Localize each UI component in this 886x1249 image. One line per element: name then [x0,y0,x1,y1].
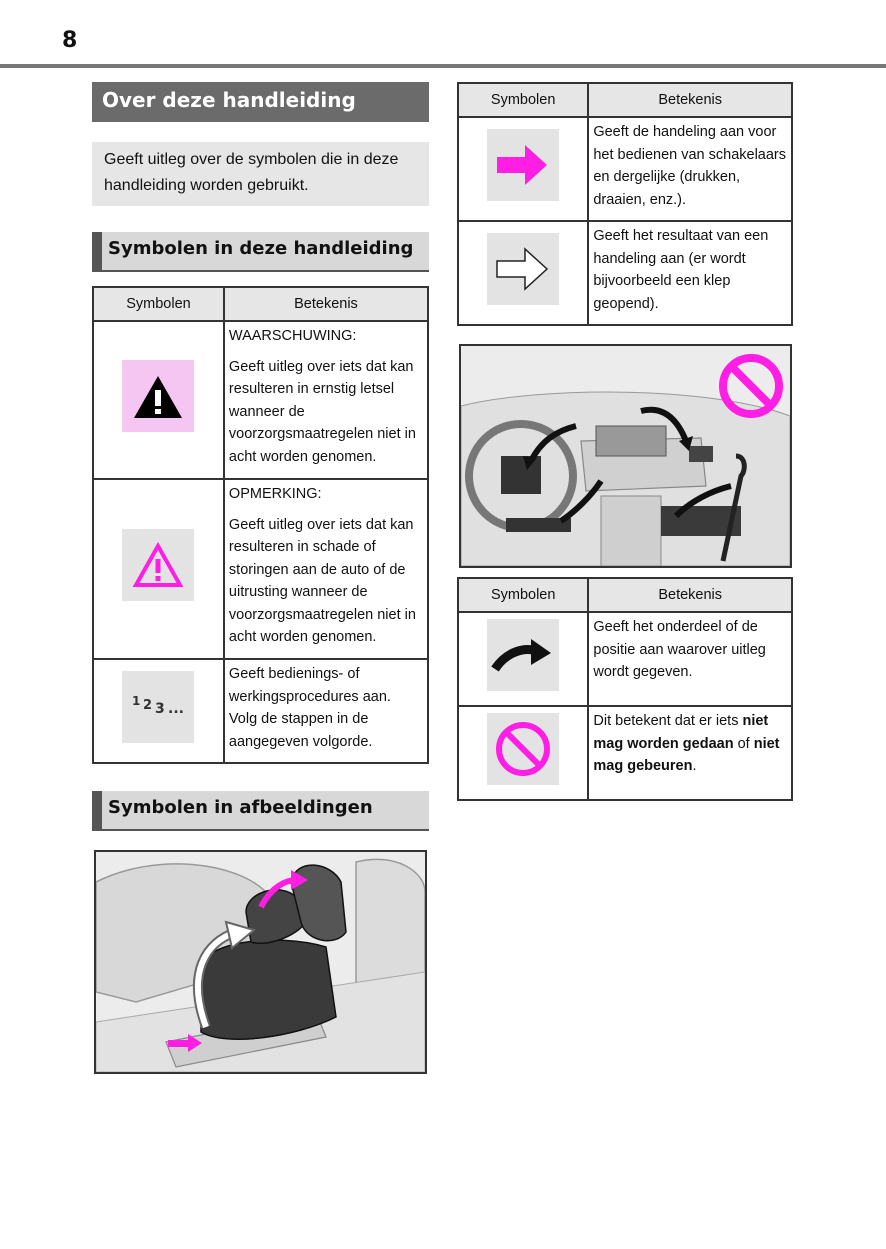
symbols-table-manual [92,286,429,764]
notice-icon-cell [93,479,224,659]
intro-text: Geeft uitleg over de symbolen die in deze handleiding worden gebruikt. [92,142,429,206]
warning-icon-cell [93,321,224,479]
warning-title: WAARSCHUWING: [228,328,357,344]
header-symbols: Symbolen [458,578,588,612]
prohibited-icon [487,713,559,785]
warning-triangle-icon [122,360,194,432]
steps-icon [122,671,194,743]
prohibited-text-2: of [733,735,754,752]
pointer-arrow-icon [487,619,559,691]
prohibited-text-1: Dit betekent dat er iets [593,713,743,729]
subhead-symbols-manual: Symbolen in deze handleiding [92,232,429,272]
svg-text:3: 3 [155,701,166,718]
prohibited-bold-2: niet mag gebeuren [593,735,780,774]
action-icon-cell [458,117,588,221]
result-description: Geeft het resultaat van een handeling aan (er wordt bijvoorbeeld een klep geopend). [588,221,792,325]
action-description: Geeft de handeling aan voor het bedienen van schakelaars en dergelijke (drukken, draaien, enz.). [588,117,792,221]
symbols-table-figures [457,577,793,801]
header-meaning: Betekenis [588,83,792,117]
component-icon-cell [458,612,588,706]
symbols-table-actions [457,82,793,326]
header-symbols: Symbolen [458,83,588,117]
prohibited-bold-1: niet mag worden gedaan [593,713,769,752]
notice-title: OPMERKING: [228,486,322,502]
dashboard-illustration [459,344,792,568]
steps-description: Geeft bedienings- of werkingsprocedures aan. Volg de stappen in de aangegeven volgorde. [224,659,428,763]
header-meaning: Betekenis [588,578,792,612]
subhead-symbols-figures: Symbolen in afbeeldingen [92,791,429,831]
svg-text:...: ... [168,701,185,718]
notice-triangle-icon [122,529,194,601]
section-title: Over deze handleiding [92,82,429,122]
notice-description [224,479,428,659]
prohibited-icon-cell [458,706,588,800]
component-description: Geeft het onderdeel of de positie aan waarover uitleg wordt gegeven. [588,612,792,706]
top-rule [0,64,886,68]
page-number: 8 [62,28,78,53]
result-icon-cell [458,221,588,325]
header-symbols: Symbolen [93,287,224,321]
prohibited-text-3: . [692,758,697,774]
warning-description [224,321,428,479]
warning-text: Geeft uitleg over iets dat kan resulteren in ernstig letsel wanneer de voorzorgsmaatregelen niet in acht worden genomen. [228,358,416,465]
notice-text: Geeft uitleg over iets dat kan resulteren in schade of storingen aan de auto of de uitrusting wanneer de voorzorgsmaatregelen niet in acht worden genomen. [228,516,416,645]
steps-icon-cell [93,659,224,763]
prohibited-description [588,706,792,800]
result-arrow-icon [487,233,559,305]
armrest-illustration [94,850,427,1074]
svg-text:2: 2 [143,698,153,714]
header-meaning: Betekenis [224,287,428,321]
svg-text:1: 1 [132,694,141,709]
action-arrow-icon [487,129,559,201]
